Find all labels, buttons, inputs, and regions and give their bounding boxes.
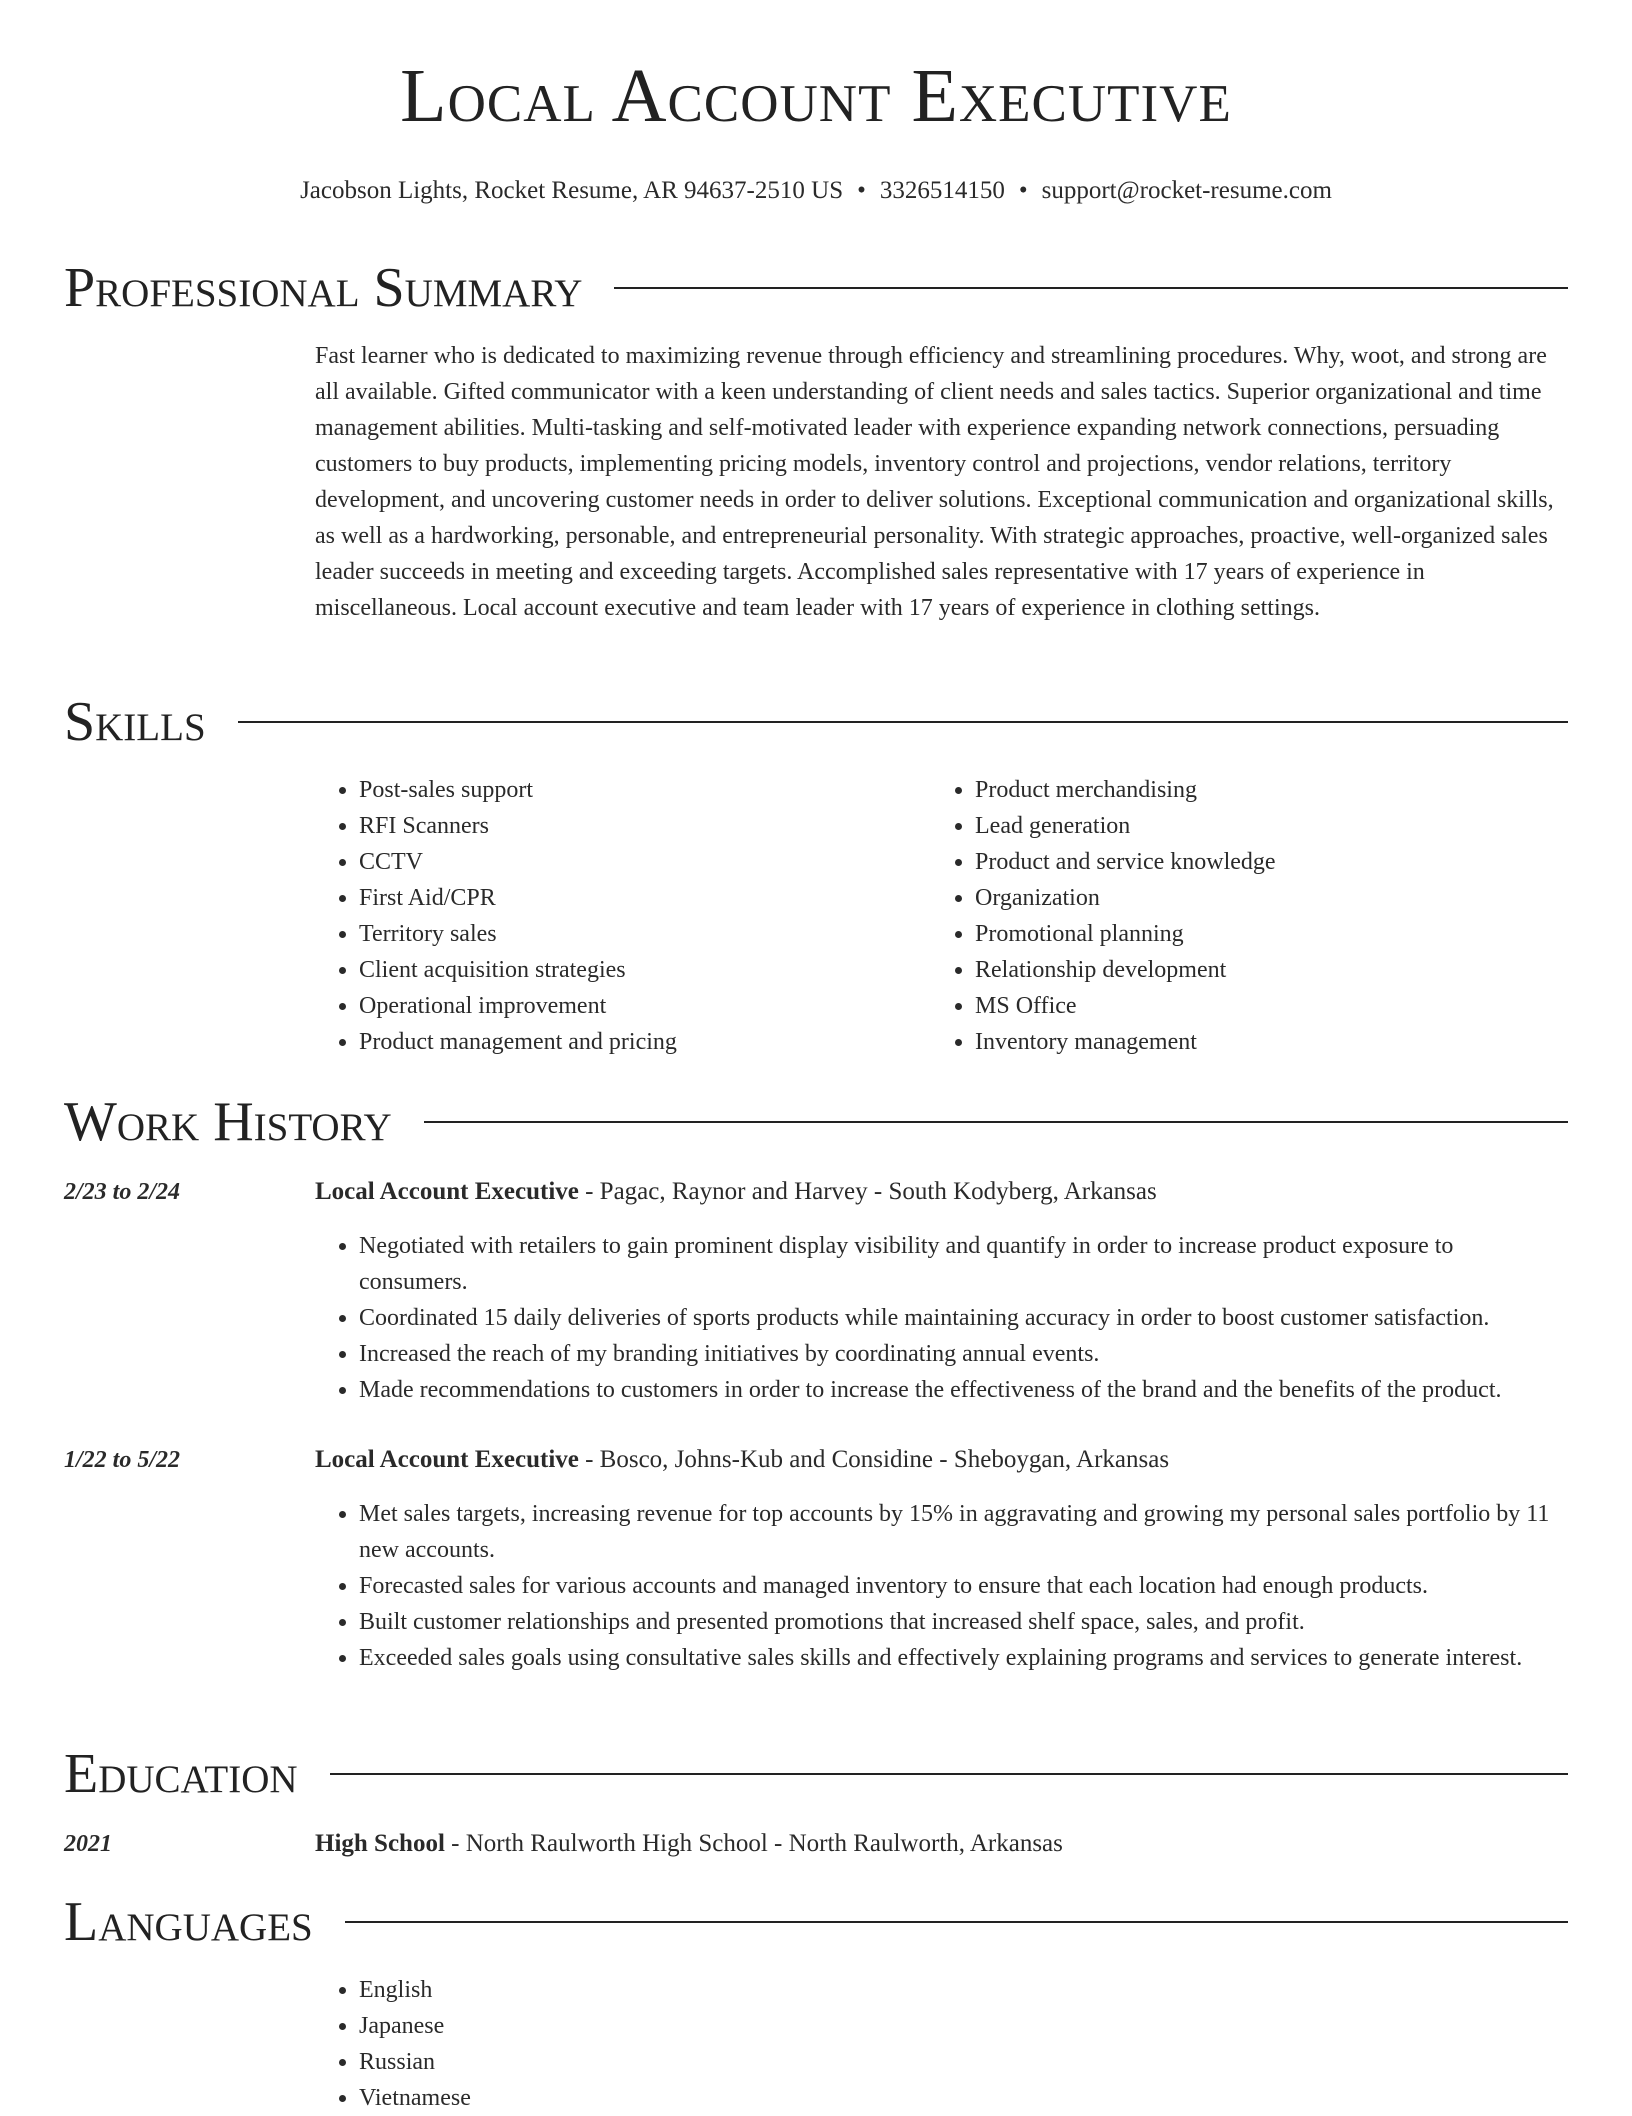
education-degree: High School [315,1830,445,1857]
job-title-line [315,1174,1568,1210]
job-bullet: • Built customer relationships and presented promotions that increased shelf space, sales, and profit. [359,1604,1568,1640]
skill-item: • Product management and pricing [359,1024,875,1060]
section-divider [424,1121,1568,1123]
contact-email: support@rocket-resume.com [1041,177,1332,204]
skill-item: • Inventory management [975,1024,1491,1060]
skill-item: • Organization [975,880,1491,916]
job-employer: - Bosco, Johns-Kub and Considine - Sheboygan, Arkansas [578,1446,1170,1473]
job-bullet: • Met sales targets, increasing revenue for top accounts by 15% in aggravating and growing my personal sales portfolio by 11 new accounts. [359,1496,1568,1568]
job-bullet: • Made recommendations to customers in order to increase the effectiveness of the brand and the benefits of the product. [359,1372,1568,1408]
skill-item: • Product and service knowledge [975,844,1491,880]
language-item: • Russian [359,2044,1568,2080]
skill-item: • Operational improvement [359,988,875,1024]
section-divider [614,287,1568,289]
job-employer: - Pagac, Raynor and Harvey - South Kodyberg, Arkansas [578,1178,1157,1205]
education-section-heading [64,1744,1568,1804]
language-item: • English [359,1972,1568,2008]
contact-separator: • [1018,177,1028,204]
section-divider [330,1773,1568,1775]
job-bullet: • Exceeded sales goals using consultative sales skills and effectively explaining programs and services to generate interest. [359,1640,1568,1676]
job-bullet: • Forecasted sales for various accounts and managed inventory to ensure that each location had enough products. [359,1568,1568,1604]
skill-item: • Promotional planning [975,916,1491,952]
education-heading: Education [64,1743,298,1805]
job-title-line [315,1442,1568,1478]
job-role: Local Account Executive [315,1446,579,1473]
skills-section-heading [64,692,1568,752]
languages-section-heading [64,1892,1568,1952]
job-bullets [315,1496,1568,1676]
skill-item: • Lead generation [975,808,1491,844]
section-divider [345,1921,1568,1923]
section-divider [238,721,1568,723]
skills-heading: Skills [64,691,206,753]
work-heading: Work History [64,1091,392,1153]
contact-phone: 3326514150 [879,177,1005,204]
skill-item: • MS Office [975,988,1491,1024]
resume-name: Local Account Executive [400,54,1232,138]
skills-list-right [931,772,1491,1060]
education-line [315,1826,1568,1862]
work-section-heading [64,1092,1568,1152]
contact-line [0,176,1632,206]
skill-item: • Territory sales [359,916,875,952]
skill-item: • Product merchandising [975,772,1491,808]
summary-text: Fast learner who is dedicated to maximizing revenue through efficiency and streamlining procedures. Why, woot, and strong are all available. Gifted communicator with a keen understanding of client needs and sales tactics. Superior organizational and time management abilities. Multi-tasking and self-motivated leader with experience expanding network connections, persuading customers to buy products, implementing pricing models, inventory control and projections, vendor relations, territory development, and uncovering customer needs in order to deliver solutions. Exceptional communication and organizational skills, as well as a hardworking, personable, and entrepreneurial personality. With strategic approaches, proactive, well-organized sales leader succeeds in meeting and exceeding targets. Accomplished sales representative with 17 years of experience in miscellaneous. Local account executive and team leader with 17 years of experience in clothing settings. [315,343,1554,621]
summary-heading: Professional Summary [64,257,583,319]
contact-separator: • [857,177,866,204]
education-year: 2021 [64,1831,112,1857]
job-dates: 1/22 to 5/22 [64,1447,181,1473]
job-bullets [315,1228,1568,1408]
job-bullet: • Increased the reach of my branding initiatives by coordinating annual events. [359,1336,1568,1372]
skill-item: • Relationship development [975,952,1491,988]
skill-item: • Client acquisition strategies [359,952,875,988]
skill-item: • Post-sales support [359,772,875,808]
skills-list-left [315,772,875,1060]
education-school: - North Raulworth High School - North Raulworth, Arkansas [444,1830,1063,1857]
language-item: • Japanese [359,2008,1568,2044]
skill-item: • RFI Scanners [359,808,875,844]
job-bullet: • Negotiated with retailers to gain prominent display visibility and quantify in order to increase product exposure to consumers. [359,1228,1568,1300]
skill-item: • CCTV [359,844,875,880]
contact-address: Jacobson Lights, Rocket Resume, AR 94637-2510 US [300,177,844,204]
skill-item: • First Aid/CPR [359,880,875,916]
languages-heading: Languages [64,1891,313,1953]
job-bullet: • Coordinated 15 daily deliveries of sports products while maintaining accuracy in order to boost customer satisfaction. [359,1300,1568,1336]
job-dates: 2/23 to 2/24 [64,1179,181,1205]
summary-section-heading [64,258,1568,318]
job-role: Local Account Executive [315,1178,579,1205]
languages-list [315,1972,1568,2116]
language-item: • Vietnamese [359,2080,1568,2116]
